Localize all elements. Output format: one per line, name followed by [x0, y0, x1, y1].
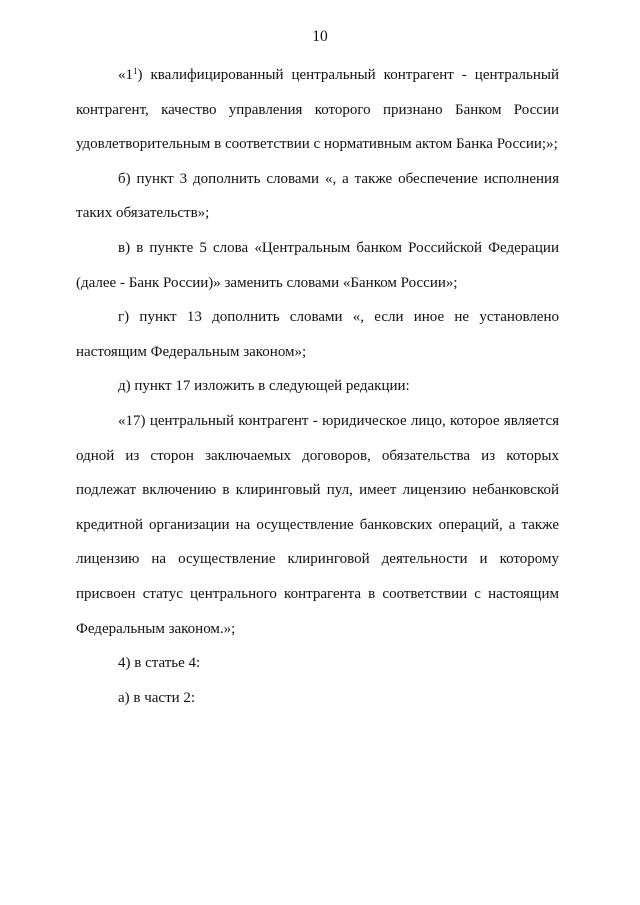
superscript-index: 1 — [133, 66, 138, 76]
paragraph-qualified-central-counterparty — [76, 58, 559, 162]
document-body — [76, 58, 559, 715]
paragraph-central-counterparty-definition: «17) центральный контрагент - юридическое лицо, которое является одной из сторон заключаемых договоров, обязательства из которых подлежат включению в клиринговый пул, имеет лицензию небанковской кредитной организации на осуществление банковских операций, а также лицензию на осуществление клиринговой деятельности и которому присвоен статус центрального контрагента в соответствии с настоящим Федеральным законом.»; — [76, 412, 559, 637]
page-number: 10 — [312, 28, 328, 45]
paragraph-item-d: д) пункт 17 изложить в следующей редакции: — [118, 378, 410, 395]
paragraph-item-g: г) пункт 13 дополнить словами «, если иное не установлено настоящим Федеральным законом»; — [76, 309, 559, 360]
paragraph-item-v: в) в пункте 5 слова «Центральным банком Российской Федерации (далее - Банк России)» заменить словами «Банком России»; — [76, 239, 559, 291]
paragraph-text: ) квалифицированный центральный контрагент - центральный контрагент, качество управления которого признано Банком России удовлетворительным в соответствии с нормативным актом Банка России;»; — [76, 67, 559, 153]
paragraph-article-4: 4) в статье 4: — [118, 655, 201, 672]
paragraph-part-2: а) в части 2: — [118, 689, 196, 706]
paragraph-prefix: «1 — [118, 67, 133, 83]
paragraph-item-b: б) пункт 3 дополнить словами «, а также обеспечение исполнения таких обязательств»; — [76, 170, 559, 222]
